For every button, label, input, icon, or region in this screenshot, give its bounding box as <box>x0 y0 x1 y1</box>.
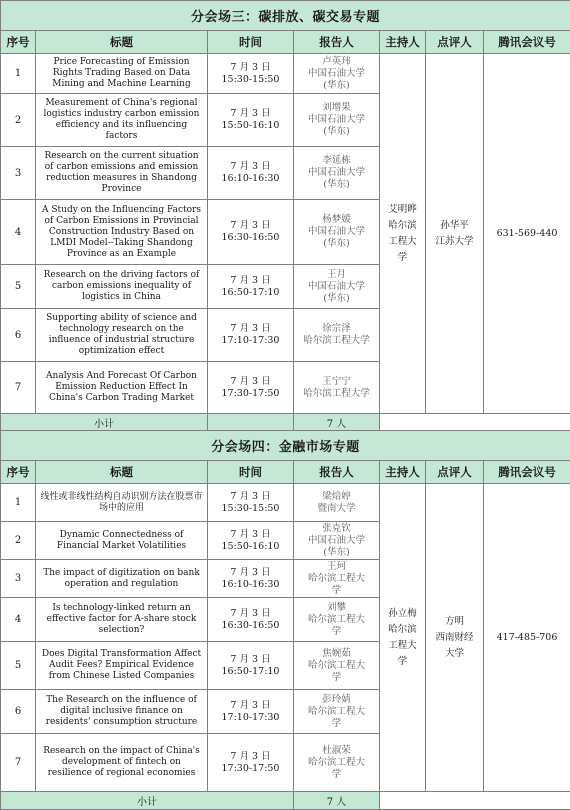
host-name-line: 工程大 <box>380 638 425 654</box>
date-text: 7 月 3 日 <box>208 608 293 620</box>
row-number: 6 <box>1 309 36 362</box>
speaker-name: 王宁宁 <box>294 376 379 388</box>
time-range: 16:10-16:30 <box>208 579 293 591</box>
reviewer-cell <box>426 54 484 414</box>
col-header: 腾讯会议号 <box>484 31 570 54</box>
time-cell <box>208 560 294 598</box>
session-title: 分会场四：金融市场专题 <box>1 431 570 461</box>
speaker-cell <box>294 598 380 642</box>
time-range: 16:10-16:30 <box>208 173 293 185</box>
speaker-name: 卢英玮 <box>294 56 379 68</box>
col-header: 时间 <box>208 461 294 484</box>
speaker-name: 张克钦 <box>294 523 379 535</box>
speaker-cell <box>294 560 380 598</box>
time-range: 17:30-17:50 <box>208 388 293 400</box>
speaker-name: 彭玲婧 <box>294 694 379 706</box>
date-text: 7 月 3 日 <box>208 751 293 763</box>
subtotal-label: 小计 <box>1 414 208 432</box>
speaker-affiliation: 哈尔滨工程大 <box>294 573 379 585</box>
speaker-cell <box>294 690 380 734</box>
row-number: 7 <box>1 362 36 414</box>
time-cell <box>208 265 294 309</box>
subtotal-value: 7 人 <box>294 792 380 810</box>
paper-title: Dynamic Connectedness of Financial Market Volatilities <box>36 522 208 560</box>
speaker-name: 刘增果 <box>294 102 379 114</box>
row-number: 1 <box>1 54 36 94</box>
speaker-cell <box>294 94 380 147</box>
date-text: 7 月 3 日 <box>208 491 293 503</box>
paper-title: The impact of digitization on bank operation and regulation <box>36 560 208 598</box>
time-range: 15:30-15:50 <box>208 74 293 86</box>
paper-title: 线性或非线性结构自动识别方法在股票市场中的应用 <box>36 484 208 522</box>
time-cell <box>208 598 294 642</box>
speaker-cell <box>294 200 380 265</box>
time-range: 17:30-17:50 <box>208 763 293 775</box>
reviewer-cell <box>426 484 484 792</box>
col-header: 报告人 <box>294 31 380 54</box>
paper-title: A Study on the Influencing Factors of Carbon Emissions in Provincial Construction Industry Based on LMDI Model--Taking Shandong Province as an Example <box>36 200 208 265</box>
speaker-cell <box>294 362 380 414</box>
speaker-name: 徐宗泽 <box>294 323 379 335</box>
meeting-id[interactable]: 417-485-706 <box>484 484 570 792</box>
speaker-affiliation: 哈尔滨工程大 <box>294 757 379 769</box>
session-title: 分会场三：碳排放、碳交易专题 <box>1 1 570 31</box>
host-name-line: 学 <box>380 250 425 266</box>
row-number: 2 <box>1 94 36 147</box>
row-number: 7 <box>1 734 36 792</box>
speaker-name: 杜淑荣 <box>294 745 379 757</box>
speaker-affiliation: (华东) <box>294 126 379 138</box>
col-header: 标题 <box>36 461 208 484</box>
row-number: 2 <box>1 522 36 560</box>
time-range: 15:50-16:10 <box>208 120 293 132</box>
time-cell <box>208 309 294 362</box>
speaker-affiliation: 暨南大学 <box>294 503 379 515</box>
host-name-line: 哈尔滨 <box>380 622 425 638</box>
speaker-affiliation: (华东) <box>294 179 379 191</box>
speaker-affiliation: 哈尔滨工程大 <box>294 614 379 626</box>
paper-title: The Research on the influence of digital inclusive finance on residents' consumption structure <box>36 690 208 734</box>
speaker-affiliation: 哈尔滨工程大学 <box>294 388 379 400</box>
speaker-affiliation: 哈尔滨工程大 <box>294 660 379 672</box>
time-cell <box>208 690 294 734</box>
row-number: 4 <box>1 598 36 642</box>
row-number: 3 <box>1 560 36 598</box>
table-row <box>1 54 570 94</box>
col-header: 点评人 <box>426 31 484 54</box>
speaker-affiliation: 学 <box>294 718 379 730</box>
speaker-cell <box>294 265 380 309</box>
time-cell <box>208 147 294 200</box>
row-number: 1 <box>1 484 36 522</box>
date-text: 7 月 3 日 <box>208 654 293 666</box>
row-number: 6 <box>1 690 36 734</box>
speaker-cell <box>294 642 380 690</box>
speaker-cell <box>294 309 380 362</box>
date-text: 7 月 3 日 <box>208 323 293 335</box>
host-name-line: 学 <box>380 654 425 670</box>
speaker-affiliation: 哈尔滨工程大 <box>294 706 379 718</box>
time-cell <box>208 642 294 690</box>
reviewer-name-line: 孙华平 <box>426 218 483 234</box>
date-text: 7 月 3 日 <box>208 700 293 712</box>
table-row <box>1 484 570 522</box>
time-cell <box>208 484 294 522</box>
paper-title: Research on the current situation of carbon emissions and emission reduction measures in Shandong Province <box>36 147 208 200</box>
session-4-table <box>0 430 570 810</box>
paper-title: Analysis And Forecast Of Carbon Emission Reduction Effect In China's Carbon Trading Market <box>36 362 208 414</box>
time-range: 15:50-16:10 <box>208 541 293 553</box>
col-header: 主持人 <box>380 461 426 484</box>
time-range: 16:30-16:50 <box>208 232 293 244</box>
date-text: 7 月 3 日 <box>208 275 293 287</box>
speaker-affiliation: (华东) <box>294 238 379 250</box>
speaker-affiliation: 学 <box>294 672 379 684</box>
paper-title: Price Forecasting of Emission Rights Trading Based on Data Mining and Machine Learning <box>36 54 208 94</box>
header-row <box>1 31 570 54</box>
speaker-affiliation: 学 <box>294 585 379 597</box>
speaker-affiliation: (华东) <box>294 293 379 305</box>
date-text: 7 月 3 日 <box>208 161 293 173</box>
col-header: 报告人 <box>294 461 380 484</box>
row-number: 3 <box>1 147 36 200</box>
speaker-cell <box>294 484 380 522</box>
paper-title: Research on the driving factors of carbon emissions inequality of logistics in China <box>36 265 208 309</box>
date-text: 7 月 3 日 <box>208 529 293 541</box>
speaker-affiliation: 学 <box>294 626 379 638</box>
subtotal-label: 小计 <box>1 792 294 810</box>
speaker-cell <box>294 147 380 200</box>
paper-title: Is technology-linked return an effective factor for A-share stock selection? <box>36 598 208 642</box>
speaker-affiliation: (华东) <box>294 547 379 559</box>
col-header: 主持人 <box>380 31 426 54</box>
time-range: 15:30-15:50 <box>208 503 293 515</box>
speaker-affiliation: 中国石油大学 <box>294 167 379 179</box>
speaker-name: 王月 <box>294 269 379 281</box>
time-cell <box>208 522 294 560</box>
speaker-name: 李延栋 <box>294 155 379 167</box>
col-header: 点评人 <box>426 461 484 484</box>
reviewer-name-line: 江苏大学 <box>426 234 483 250</box>
paper-title: Supporting ability of science and technology research on the influence of industrial structure optimization effect <box>36 309 208 362</box>
host-name-line: 哈尔滨 <box>380 218 425 234</box>
speaker-affiliation: 中国石油大学 <box>294 114 379 126</box>
speaker-name: 杨梦媛 <box>294 214 379 226</box>
time-range: 17:10-17:30 <box>208 712 293 724</box>
speaker-cell <box>294 734 380 792</box>
host-cell <box>380 484 426 792</box>
col-header: 序号 <box>1 31 36 54</box>
speaker-name: 王珂 <box>294 561 379 573</box>
time-cell <box>208 362 294 414</box>
date-text: 7 月 3 日 <box>208 220 293 232</box>
reviewer-name-line: 大学 <box>426 646 483 662</box>
time-cell <box>208 200 294 265</box>
speaker-name: 梁焙婷 <box>294 491 379 503</box>
host-name-line: 孙立梅 <box>380 606 425 622</box>
meeting-id[interactable]: 631-569-440 <box>484 54 570 414</box>
subtotal-row <box>1 414 570 432</box>
time-cell <box>208 734 294 792</box>
time-range: 16:50-17:10 <box>208 287 293 299</box>
col-header: 标题 <box>36 31 208 54</box>
date-text: 7 月 3 日 <box>208 62 293 74</box>
speaker-affiliation: 中国石油大学 <box>294 535 379 547</box>
reviewer-name-line: 西南财经 <box>426 630 483 646</box>
row-number: 5 <box>1 265 36 309</box>
time-range: 16:30-16:50 <box>208 620 293 632</box>
subtotal-value: 7 人 <box>294 414 380 432</box>
time-range: 16:50-17:10 <box>208 666 293 678</box>
speaker-affiliation: 中国石油大学 <box>294 68 379 80</box>
speaker-affiliation: 中国石油大学 <box>294 281 379 293</box>
col-header: 序号 <box>1 461 36 484</box>
speaker-affiliation: (华东) <box>294 80 379 92</box>
row-number: 4 <box>1 200 36 265</box>
col-header: 时间 <box>208 31 294 54</box>
col-header: 腾讯会议号 <box>484 461 570 484</box>
speaker-cell <box>294 522 380 560</box>
paper-title: Research on the impact of China's development of fintech on resilience of regional economies <box>36 734 208 792</box>
speaker-affiliation: 哈尔滨工程大学 <box>294 335 379 347</box>
time-cell <box>208 54 294 94</box>
time-cell <box>208 94 294 147</box>
host-name-line: 工程大 <box>380 234 425 250</box>
host-cell <box>380 54 426 414</box>
speaker-affiliation: 学 <box>294 769 379 781</box>
speaker-affiliation: 中国石油大学 <box>294 226 379 238</box>
time-range: 17:10-17:30 <box>208 335 293 347</box>
header-row <box>1 461 570 484</box>
reviewer-name-line: 方明 <box>426 614 483 630</box>
paper-title: Does Digital Transformation Affect Audit Fees? Empirical Evidence from Chinese Listed Companies <box>36 642 208 690</box>
date-text: 7 月 3 日 <box>208 376 293 388</box>
subtotal-row <box>1 792 570 810</box>
row-number: 5 <box>1 642 36 690</box>
date-text: 7 月 3 日 <box>208 567 293 579</box>
speaker-name: 焦婉茹 <box>294 648 379 660</box>
speaker-cell <box>294 54 380 94</box>
host-name-line: 艾明晔 <box>380 202 425 218</box>
speaker-name: 刘攀 <box>294 602 379 614</box>
date-text: 7 月 3 日 <box>208 108 293 120</box>
paper-title: Measurement of China's regional logistics industry carbon emission efficiency and its influencing factors <box>36 94 208 147</box>
